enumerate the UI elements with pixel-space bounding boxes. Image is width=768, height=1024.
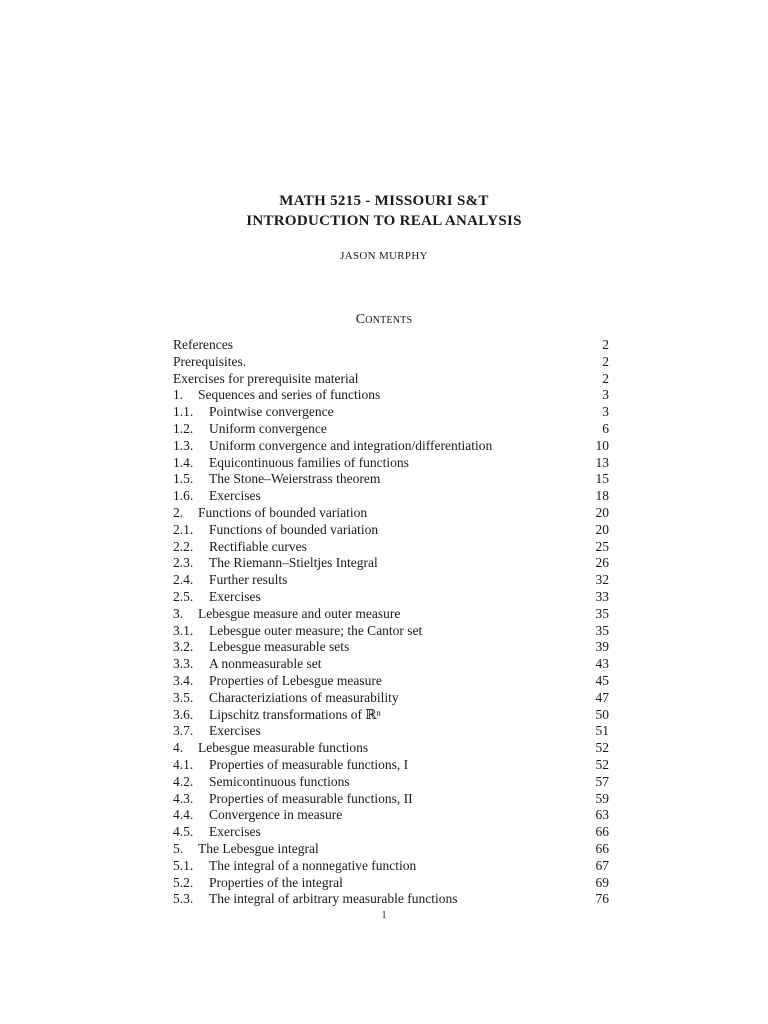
toc-entry-page: 66 [595,840,609,856]
toc-entry-number: 5. [173,840,184,856]
toc-entry-number: 1.5. [173,471,194,487]
toc-entry-page: 32 [595,572,609,588]
toc-entry[interactable] [173,757,609,774]
toc-entry-title: Exercises [209,824,261,840]
toc-entry[interactable] [173,606,609,623]
toc-entry-number: 2.4. [173,572,194,588]
toc-entry-number: 2.1. [173,521,194,537]
toc-entry-page: 43 [595,656,609,672]
toc-entry[interactable] [173,354,609,371]
toc-entry-title: The Stone–Weierstrass theorem [209,471,381,487]
toc-entry[interactable] [173,841,609,858]
toc-entry[interactable] [173,555,609,572]
toc-entry-title: Characteriziations of measurability [209,689,399,705]
toc-entry-title: The Lebesgue integral [198,840,319,856]
toc-entry-page: 35 [595,605,609,621]
toc-entry[interactable] [173,824,609,841]
toc-entry[interactable] [173,807,609,824]
toc-entry-title: Equicontinuous families of functions [209,454,409,470]
toc-entry[interactable] [173,774,609,791]
toc-entry-title: Lebesgue measurable functions [198,740,369,756]
toc-entry[interactable] [173,455,609,472]
toc-entry-title: Sequences and series of functions [198,387,381,403]
toc-entry[interactable] [173,539,609,556]
toc-entry-number: 4.1. [173,756,194,772]
toc-entry-number: 4.5. [173,824,194,840]
toc-entry[interactable] [173,673,609,690]
toc-entry-page: 51 [595,723,609,739]
toc-entry-page: 50 [595,706,609,722]
toc-entry-title: Convergence in measure [209,807,343,823]
toc-entry[interactable] [173,371,609,388]
toc-entry-number: 1.6. [173,488,194,504]
toc-entry-page: 39 [595,639,609,655]
toc-entry-page: 2 [602,337,609,352]
toc-entry-title: Semicontinuous functions [209,773,350,789]
toc-entry-page: 57 [595,773,609,789]
toc-entry-title: Exercises for prerequisite material [173,370,359,386]
toc-entry-page: 6 [602,420,609,436]
toc-entry-number: 3.4. [173,672,194,688]
toc-entry-page: 25 [595,538,609,554]
toc-entry[interactable] [173,387,609,404]
toc-entry[interactable] [173,488,609,505]
toc-entry[interactable] [173,740,609,757]
toc-entry[interactable] [173,572,609,589]
toc-entry-title: Lebesgue measurable sets [209,639,350,655]
toc-entry-number: 3.3. [173,656,194,672]
toc-entry-page: 66 [595,824,609,840]
toc-entry-title: The integral of arbitrary measurable functions [209,891,458,907]
toc-entry-title: Further results [209,572,288,588]
title-line-2: INTRODUCTION TO REAL ANALYSIS [246,213,522,229]
contents-heading: Contents [355,312,413,327]
toc-entry[interactable] [173,421,609,438]
document-title [0,191,768,231]
toc-entry[interactable] [173,589,609,606]
toc-entry-page: 33 [595,588,609,604]
toc-entry-title: Prerequisites. [173,353,247,369]
toc-entry-number: 3.6. [173,706,194,722]
toc-entry-title: Uniform convergence [209,420,327,436]
toc-entry-number: 3. [173,605,184,621]
toc-entry-title: Exercises [209,723,261,739]
toc-entry-page: 26 [595,555,609,571]
toc-entry-page: 47 [595,689,609,705]
toc-entry-number: 3.5. [173,689,194,705]
toc-entry-number: 5.2. [173,874,194,890]
table-of-contents [173,337,609,908]
toc-entry-page: 2 [602,353,609,369]
toc-entry-page: 18 [595,488,609,504]
toc-entry[interactable] [173,505,609,522]
toc-entry-number: 1.4. [173,454,194,470]
toc-entry[interactable] [173,858,609,875]
toc-entry-title: Functions of bounded variation [209,521,379,537]
toc-entry-title: Lebesgue measure and outer measure [198,605,401,621]
toc-entry-page: 15 [595,471,609,487]
toc-entry[interactable] [173,639,609,656]
toc-entry[interactable] [173,471,609,488]
toc-entry-number: 1. [173,387,184,403]
toc-entry-title: Lipschitz transformations of ℝⁿ [209,706,381,722]
toc-entry-page: 59 [595,790,609,806]
toc-entry-title: Lebesgue outer measure; the Cantor set [209,622,423,638]
toc-entry-page: 35 [595,622,609,638]
toc-entry-title: Rectifiable curves [209,538,307,554]
toc-entry[interactable] [173,623,609,640]
toc-entry-number: 3.2. [173,639,194,655]
toc-entry-page: 52 [595,756,609,772]
toc-entry-page: 76 [595,891,609,907]
toc-entry-number: 4.4. [173,807,194,823]
toc-entry-page: 45 [595,672,609,688]
toc-entry-page: 67 [595,857,609,873]
toc-entry[interactable] [173,522,609,539]
toc-entry-number: 1.1. [173,404,194,420]
toc-entry-title: References [173,337,233,352]
toc-entry-number: 3.1. [173,622,194,638]
toc-entry[interactable] [173,875,609,892]
toc-entry-title: A nonmeasurable set [209,656,322,672]
toc-entry-number: 4. [173,740,184,756]
toc-entry[interactable] [173,707,609,724]
toc-entry-page: 2 [602,370,609,386]
toc-entry-number: 1.3. [173,437,194,453]
author-name: JASON MURPHY [340,250,428,262]
toc-entry-title: Exercises [209,488,261,504]
title-line-1: MATH 5215 - MISSOURI S&T [279,193,489,209]
toc-entry[interactable] [173,690,609,707]
toc-entry-title: Properties of Lebesgue measure [209,672,382,688]
toc-entry-number: 2.2. [173,538,194,554]
toc-entry-page: 20 [595,521,609,537]
toc-entry[interactable] [173,337,609,354]
toc-entry-page: 69 [595,874,609,890]
toc-entry-title: Uniform convergence and integration/differentiation [209,437,493,453]
toc-entry-number: 4.2. [173,773,194,789]
toc-entry-title: The integral of a nonnegative function [209,857,417,873]
toc-entry-number: 5.1. [173,857,194,873]
toc-entry-number: 5.3. [173,891,194,907]
toc-entry-number: 2.3. [173,555,194,571]
toc-entry-title: Exercises [209,588,261,604]
toc-entry-number: 2. [173,504,184,520]
toc-entry-number: 1.2. [173,420,194,436]
toc-entry-page: 3 [602,387,609,403]
toc-entry-number: 3.7. [173,723,194,739]
toc-entry-title: The Riemann–Stieltjes Integral [209,555,378,571]
toc-entry[interactable] [173,438,609,455]
toc-entry-number: 4.3. [173,790,194,806]
toc-entry-page: 52 [595,740,609,756]
toc-entry-title: Pointwise convergence [209,404,334,420]
toc-entry[interactable] [173,891,609,908]
toc-entry-page: 3 [602,404,609,420]
toc-entry-title: Properties of measurable functions, I [209,756,409,772]
toc-entry[interactable] [173,404,609,421]
toc-entry-page: 10 [595,437,609,453]
toc-entry-page: 20 [595,504,609,520]
toc-entry[interactable] [173,791,609,808]
toc-entry-number: 2.5. [173,588,194,604]
toc-entry[interactable] [173,723,609,740]
page-number: 1 [381,910,387,921]
toc-entry-title: Functions of bounded variation [198,504,368,520]
toc-entry-title: Properties of measurable functions, II [209,790,413,806]
toc-entry-title: Properties of the integral [209,874,343,890]
toc-entry-page: 13 [595,454,609,470]
toc-entry-page: 63 [595,807,609,823]
toc-entry[interactable] [173,656,609,673]
